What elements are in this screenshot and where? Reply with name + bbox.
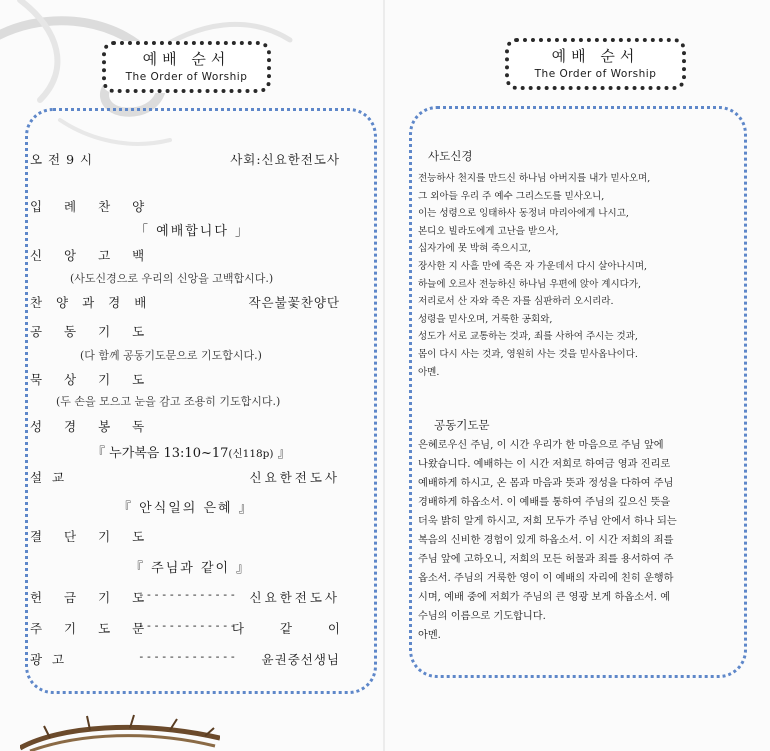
creed-line: 장사한 지 사흘 만에 죽은 자 가운데서 다시 살아나시며, — [418, 260, 648, 272]
order-item-leader: 신요한전도사 — [249, 590, 340, 605]
opening-hymn: 「 예배합니다 」 — [135, 224, 251, 239]
creed-heading: 사도신경 — [428, 149, 473, 163]
page-subtitle: The Order of Worship — [534, 68, 657, 80]
creed-line: 아멘. — [418, 366, 440, 378]
creed-line: 하늘에 오르사 전능하신 하나님 우편에 앉아 계시다가, — [418, 278, 642, 290]
dash-leader: ------------- — [138, 619, 238, 632]
order-item-label: 찬 양 과 경 배 — [30, 295, 152, 310]
creed-line: 십자가에 못 박혀 죽으시고, — [418, 243, 532, 255]
prayer-text — [418, 436, 677, 645]
order-item-label: 결 단 기 도 — [30, 529, 154, 544]
left-page — [0, 0, 383, 751]
order-item-leader: 신요한전도사 — [249, 470, 340, 485]
creed-line: 저리로서 산 자와 죽은 자를 심판하러 오시리라. — [418, 296, 614, 308]
prayer-line: 주님 앞에 고하오니, 저희의 모든 허물과 죄를 용서하여 주 — [418, 554, 674, 565]
page-title: 예배 순서 — [551, 47, 640, 65]
order-item-label: 설 교 — [30, 470, 68, 485]
prayer-note: (다 함께 공동기도문으로 기도합시다.) — [80, 349, 262, 362]
order-item-label: 공 동 기 도 — [30, 324, 154, 339]
creed-line: 전능하사 천지를 만드신 하나님 아버지를 내가 믿사오며, — [418, 173, 651, 184]
response-hymn: 『 주님과 같이 』 — [130, 561, 252, 576]
creed-line: 이는 성령으로 잉태하사 동정녀 마리아에게 나시고, — [418, 208, 629, 220]
order-item-label: 신 앙 고 백 — [30, 248, 154, 263]
order-item-label: 입 례 찬 양 — [30, 199, 154, 214]
right-page — [385, 0, 770, 751]
page-subtitle: The Order of Worship — [125, 71, 248, 83]
presider: 사회:신요한전도사 — [230, 152, 340, 167]
left-title-box — [102, 41, 271, 93]
prayer-line: 아멘. — [418, 630, 441, 641]
order-item-label: 광 고 — [30, 652, 68, 667]
order-item-label: 묵 상 기 도 — [30, 372, 154, 387]
creed-line: 그 외아들 우리 주 예수 그리스도를 믿사오니, — [418, 190, 605, 202]
order-item-label: 성 경 봉 독 — [30, 419, 154, 434]
order-item-leader: 다 같 이 — [231, 621, 356, 636]
prayer-line: 수님의 이름으로 기도합니다. — [418, 611, 546, 622]
prayer-line: 복음의 신비한 경험이 있게 하옵소서. 이 시간 저희의 죄를 — [418, 535, 674, 546]
creed-line: 몸이 다시 사는 것과, 영원히 사는 것을 믿사옵나이다. — [418, 348, 638, 360]
prayer-line: 옵소서. 주님의 거룩한 영이 이 예배의 자리에 친히 운행하 — [418, 573, 674, 584]
creed-line: 성령을 믿사오며, 거룩한 공회와, — [418, 313, 553, 325]
creed-text — [418, 170, 650, 381]
prayer-line: 시며, 예배 중에 저희가 주님의 큰 영광 보게 하옵소서. 예 — [418, 592, 671, 603]
order-item-label: 헌 금 기 도 — [30, 590, 154, 605]
worship-time: 오 전 9 시 — [30, 152, 94, 167]
creed-note: (사도신경으로 우리의 신앙을 고백합시다.) — [70, 272, 274, 285]
prayer-line: 나왔습니다. 예배하는 이 시간 저희로 하여금 영과 진리로 — [418, 459, 671, 470]
prayer-line: 더욱 밝히 알게 하시고, 저희 모두가 주님 안에서 하나 되는 — [418, 516, 677, 527]
sermon-title: 『 안식일의 은혜 』 — [118, 501, 254, 516]
prayer-line: 예배하게 하시고, 온 몸과 마음과 뜻과 정성을 다하여 주님 — [418, 478, 674, 489]
order-item-leader: 윤권중선생님 — [261, 652, 340, 667]
order-item-label: 주 기 도 문 — [30, 621, 154, 636]
thorn-crown-image — [20, 708, 220, 751]
dash-leader: ------------- — [138, 650, 238, 663]
dash-leader: ------------- — [138, 588, 238, 601]
right-title-box — [505, 38, 686, 90]
page-title: 예배 순서 — [142, 50, 231, 68]
creed-line: 본디오 빌라도에게 고난을 받으사, — [418, 225, 559, 237]
creed-line: 성도가 서로 교통하는 것과, 죄를 사하여 주시는 것과, — [418, 331, 638, 343]
meditation-note: (두 손을 모으고 눈을 감고 조용히 기도합시다.) — [56, 395, 281, 408]
order-item-leader: 작은불꽃찬양단 — [248, 295, 340, 310]
prayer-line: 경배하게 하옵소서. 이 예배를 통하여 주님의 깊으신 뜻을 — [418, 497, 671, 508]
prayer-line: 은혜로우신 주님, 이 시간 우리가 한 마음으로 주님 앞에 — [418, 440, 664, 451]
scripture-reference: 『 누가복음 13:10~17(신118p) 』 — [92, 446, 291, 461]
prayer-heading: 공동기도문 — [434, 418, 490, 432]
